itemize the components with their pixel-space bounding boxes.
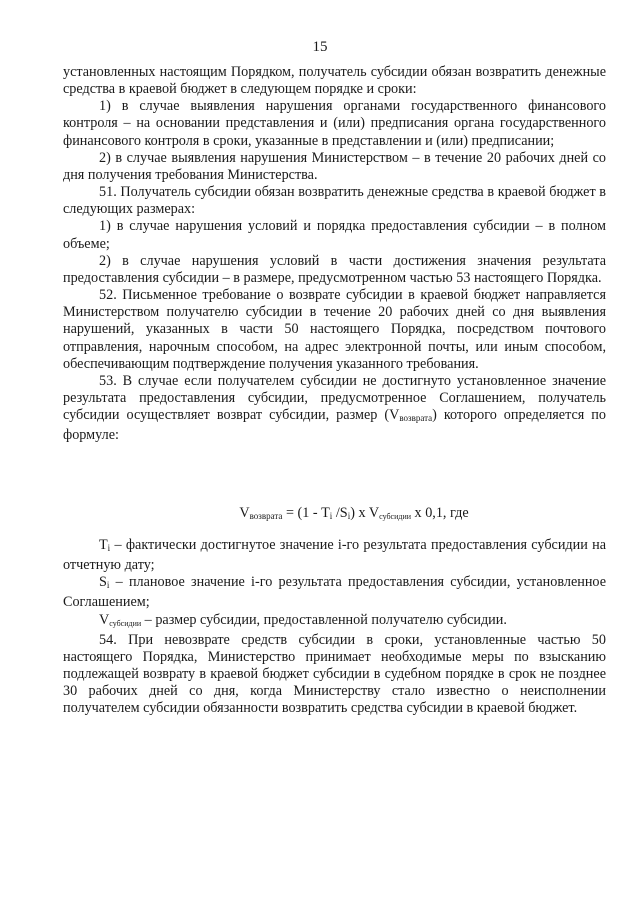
formula-s-subscript: i [347,511,351,521]
paragraph-51-item-1: 1) в случае нарушения условий и порядка предоставления субсидии – в полном объеме; [63,218,606,252]
formula-part-3: ) x V [350,505,380,521]
definition-t [63,537,606,574]
document-body-bottom [63,537,606,718]
definition-t-subscript: i [107,543,111,553]
formula-t-subscript: i [329,511,333,521]
paragraph-item-2-ministry: 2) в случае выявления нарушения Министерством – в течение 20 рабочих дней со дня получения требования Министерства. [63,149,606,183]
definition-t-symbol: T [99,537,108,553]
paragraph-item-1-financial-control: 1) в случае выявления нарушения органами государственного финансового контроля – на основании представления и (или) предписания органа государственного финансового контроля в сроки, указанные в представлении и (или) предписании; [63,98,606,149]
formula-v2-subscript: субсидии [379,512,411,521]
definition-s-symbol: S [99,574,107,591]
definition-s [63,574,606,611]
formula-part-2: /S [332,505,348,521]
document-body-top [63,64,606,444]
definition-s-subscript: i [106,580,110,591]
definition-s-text: – плановое значение i-го результата предоставления субсидии, установленное Соглашением; [63,574,606,611]
formula-part-1: = (1 - T [282,505,330,521]
paragraph-54: 54. При невозврате средств субсидии в сроки, установленные частью 50 настоящего Порядка, Министерство принимает необходимые меры по взысканию подлежащей возврату в краевой бюджет субсидии в судебном порядке в срок не позднее 30 рабочих дней со дня, когда Министерству стало известно о неисполнении получателем субсидии обязанности возвратить средства субсидии в краевой бюджет. [63,631,606,717]
paragraph-53-subscript: возврата [399,413,433,424]
formula [0,505,640,525]
paragraph-51: 51. Получатель субсидии обязан возвратить денежные средства в краевой бюджет в следующих размерах: [63,184,606,218]
definition-v-text: – размер субсидии, предоставленной получателю субсидии. [141,611,507,628]
paragraph-53 [63,373,606,445]
formula-end: x 0,1, где [411,505,469,521]
definition-v-symbol: V [99,611,110,628]
page-number: 15 [312,39,328,55]
paragraph-53-before: 53. В случае если получателем субсидии не достигнуто установленное значение результата предоставления субсидии, предусмотренное Соглашением, получатель субсидии осуществляет возврат субсидии, размер (V [63,372,606,424]
definition-t-text: – фактически достигнутое значение i-го результата предоставления субсидии на отчетную дату; [63,537,606,574]
paragraph-continuation: установленных настоящим Порядком, получатель субсидии обязан возвратить денежные средства в краевой бюджет в следующем порядке и сроки: [63,64,606,98]
paragraph-52: 52. Письменное требование о возврате субсидии в краевой бюджет направляется Министерством получателю субсидии в течение 20 рабочих дней со дня выявления нарушений, указанных в части 50 настоящего Порядка, посредством почтового отправления, нарочным способом, на адрес электронной почты, или иным способом, обеспечивающим подтверждение получения указанного требования. [63,287,606,372]
formula-v: V [239,505,250,521]
definition-v [63,612,606,632]
paragraph-51-item-2: 2) в случае нарушения условий в части достижения значения результата предоставления субсидии – в размере, предусмотренном частью 53 настоящего Порядка. [63,252,606,286]
formula-v-subscript: возврата [249,511,283,521]
paragraph-53-after: ) которого определяется по формуле: [63,407,606,444]
definition-v-subscript: субсидии [109,618,142,628]
